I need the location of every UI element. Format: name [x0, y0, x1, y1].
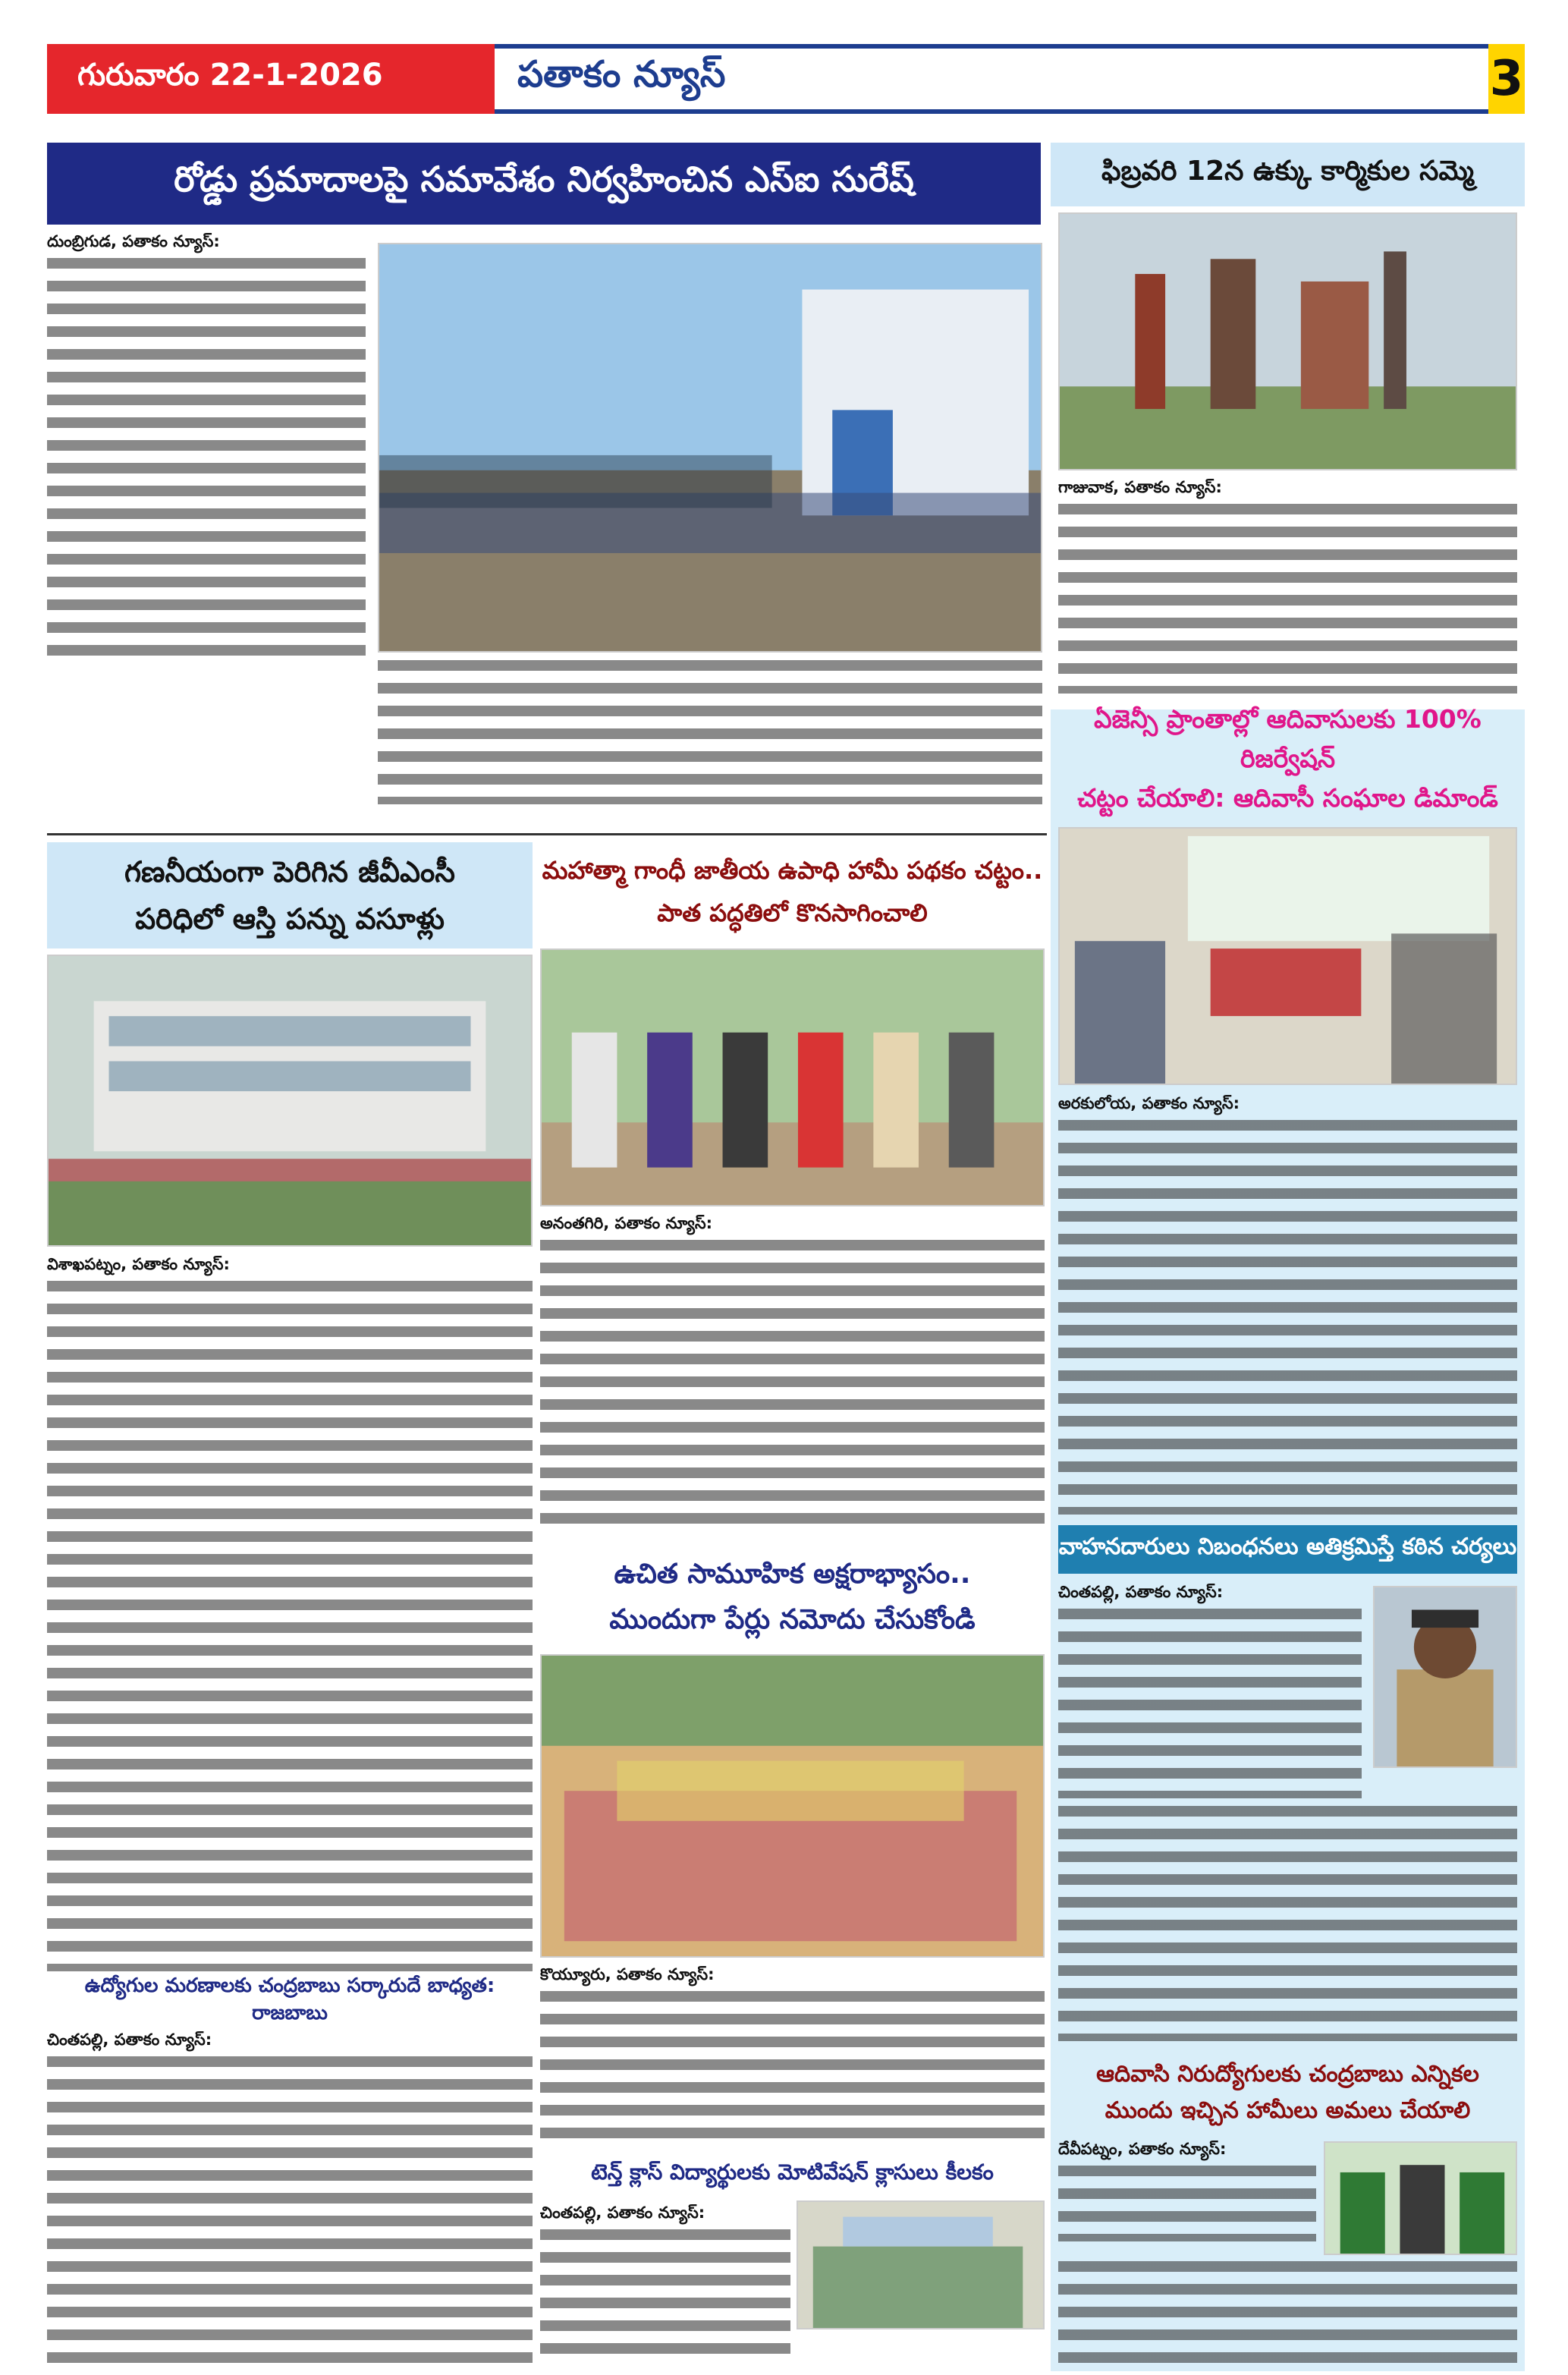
- photo-nrega-group: [540, 948, 1045, 1206]
- article-body-unemployed-promises-b: [1058, 2261, 1517, 2367]
- headline-nrega-line1: మహాత్మా గాంధీ జాతీయ ఉపాధి హామీ పథకం చట్టం..: [542, 856, 1043, 885]
- article-body-adivasi-reservation: [1058, 1120, 1517, 1515]
- article-body-vehicle-rules-a: [1058, 1609, 1362, 1798]
- headline-literacy: [540, 1548, 1045, 1647]
- photo-road-safety-meeting: [378, 243, 1042, 653]
- headline-nrega: [540, 842, 1045, 941]
- headline-employee-deaths: ఉద్యోగుల మరణాలకు చంద్రబాబు సర్కారుదే బాధ్యత: రాజబాబు: [84, 1974, 495, 2024]
- article-body-road-safety-c: [378, 660, 1042, 804]
- article-body-road-safety-a: [47, 258, 366, 592]
- photo-gvmc-building: [47, 955, 533, 1247]
- dateline-steel-strike: గాజువాక, పతాకం న్యూస్:: [1058, 478, 1222, 496]
- article-body-nrega: [540, 1240, 1045, 1536]
- page-number: 3: [1488, 44, 1525, 114]
- article-body-motivation-classes-a: [540, 2229, 790, 2366]
- article-body-vehicle-rules-b: [1058, 1806, 1517, 2041]
- article-body-unemployed-promises-a: [1058, 2166, 1316, 2241]
- dateline-motivation-classes: చింతపల్లి, పతాకం న్యూస్:: [540, 2204, 705, 2222]
- headline-unemployed-promises: [1058, 2055, 1517, 2131]
- photo-police-officer: [1373, 1586, 1517, 1768]
- headline-property-tax-line1: గణనీయంగా పెరిగిన జీవీఎంసీ: [124, 855, 455, 889]
- headline-literacy-line1: ఉచిత సామూహిక అక్షరాభ్యాసం..: [614, 1559, 971, 1590]
- article-body-steel-strike: [1058, 504, 1517, 694]
- dateline-nrega: అనంతగిరి, పతాకం న్యూస్:: [540, 1214, 712, 1232]
- divider-top: [47, 833, 1047, 835]
- headline-steel-strike: ఫిబ్రవరి 12న ఉక్కు కార్మికుల సమ్మె: [1051, 143, 1525, 206]
- headline-road-safety: రోడ్డు ప్రమాదాలపై సమావేశం నిర్వహించిన ఎస్ఐ సురేష్: [47, 143, 1041, 225]
- headline-adivasi-reservation: [1058, 704, 1517, 813]
- dateline-vehicle-rules: చింతపల్లి, పతాకం న్యూస్:: [1058, 1583, 1224, 1601]
- dateline-unemployed-promises: దేవీపట్నం, పతాకం న్యూస్:: [1058, 2140, 1227, 2158]
- article-body-road-safety-b: [47, 599, 366, 668]
- masthead-date: గురువారం 22-1-2026: [47, 44, 495, 114]
- headline-property-tax: [47, 842, 533, 948]
- photo-steel-plant: [1058, 212, 1517, 470]
- article-body-property-tax: [47, 1281, 533, 1971]
- dateline-property-tax: విశాఖపట్నం, పతాకం న్యూస్:: [47, 1255, 230, 1273]
- headline-literacy-line2: ముందుగా పేర్లు నమోదు చేసుకోండి: [609, 1604, 976, 1635]
- headline-motivation-classes: టెన్త్ క్లాస్ విద్యార్థులకు మోటివేషన్ క్లాసులు కీలకం: [591, 2160, 994, 2185]
- headline-vehicle-rules: వాహనదారులు నిబంధనలు అతిక్రమిస్తే కఠిన చర్యలు: [1058, 1525, 1517, 1574]
- headline-adivasi-reservation-line2: చట్టం చేయాలి: ఆదివాసీ సంఘాల డిమాండ్: [1077, 783, 1498, 813]
- headline-property-tax-line2: పరిధిలో ఆస్తి పన్ను వసూళ్లు: [135, 902, 445, 936]
- article-body-literacy: [540, 1991, 1045, 2143]
- article-body-employee-deaths: [47, 2056, 533, 2367]
- photo-motivation-class: [797, 2200, 1045, 2329]
- photo-adivasi-meeting: [1058, 827, 1517, 1085]
- dateline-literacy: కొయ్యూరు, పతాకం న్యూస్:: [540, 1965, 715, 1983]
- photo-literacy-event: [540, 1654, 1045, 1958]
- headline-unemployed-promises-line2: ముందు ఇచ్చిన హామీలు అమలు చేయాలి: [1105, 2097, 1471, 2124]
- photo-unemployed-meeting: [1324, 2141, 1517, 2255]
- dateline-road-safety: దుంబ్రిగుడ, పతాకం న్యూస్:: [47, 232, 220, 250]
- masthead-title: పతాకం న్యూస్: [495, 44, 1488, 114]
- dateline-employee-deaths: చింతపల్లి, పతాకం న్యూస్:: [47, 2031, 212, 2049]
- headline-nrega-line2: పాత పద్ధతిలో కొనసాగించాలి: [657, 898, 928, 927]
- headline-unemployed-promises-line1: ఆదివాసి నిరుద్యోగులకు చంద్రబాబు ఎన్నికల: [1096, 2061, 1479, 2087]
- dateline-adivasi-reservation: అరకులోయ, పతాకం న్యూస్:: [1058, 1094, 1240, 1112]
- headline-adivasi-reservation-line1: ఏజెన్సీ ప్రాంతాల్లో ఆదివాసులకు 100% రిజర్వేషన్: [1094, 704, 1482, 773]
